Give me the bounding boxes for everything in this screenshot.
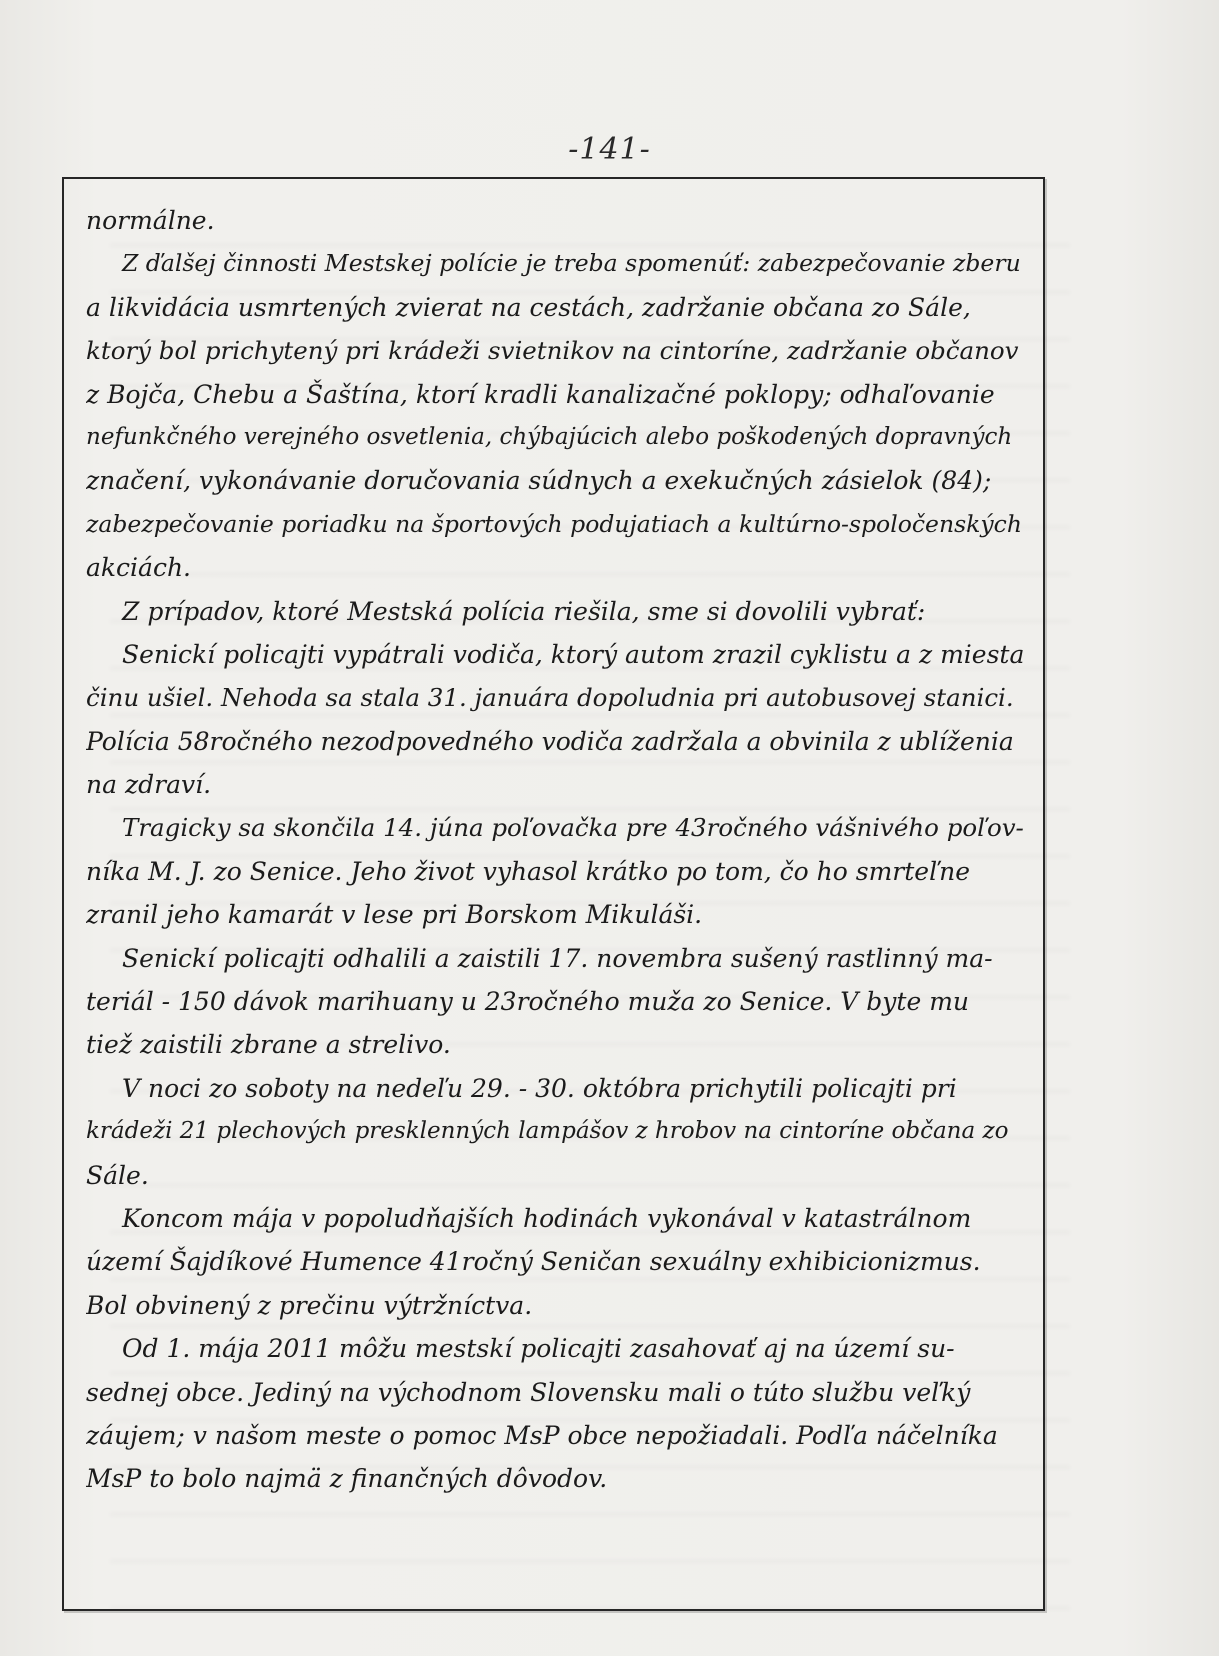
text-line: záujem; v našom meste o pomoc MsP obce nepožiadali. Podľa náčelníka (86, 1420, 998, 1450)
text-line: Sále. (86, 1160, 149, 1190)
text-line: Z ďalšej činnosti Mestskej polície je treba spomenúť: zabezpečovanie zberu (122, 249, 1021, 278)
text-line: sednej obce. Jediný na východnom Slovensku mali o túto službu veľký (86, 1377, 971, 1407)
text-line: teriál - 150 dávok marihuany u 23ročného muža zo Senice. V byte mu (86, 987, 969, 1017)
text-line: Tragicky sa skončila 14. júna poľovačka pre 43ročného vášnivého poľov- (122, 813, 1024, 843)
page-number: -141- (568, 132, 651, 167)
text-frame (62, 177, 1045, 1611)
text-line: MsP to bolo najmä z finančných dôvodov. (86, 1464, 608, 1494)
chronicle-text (86, 199, 1026, 1501)
text-line: V noci zo soboty na nedeľu 29. - 30. októbra prichytili policajti pri (122, 1073, 957, 1103)
text-line: území Šajdíkové Humence 41ročný Seničan sexuálny exhibicionizmus. (86, 1247, 981, 1277)
text-line: zranil jeho kamarát v lese pri Borskom Mikuláši. (86, 900, 703, 930)
text-line: činu ušiel. Nehoda sa stala 31. januára dopoludnia pri autobusovej stanici. (86, 683, 1014, 713)
text-line: na zdraví. (86, 770, 212, 800)
text-line: a likvidácia usmrtených zvierat na cestách, zadržanie občana zo Sále, (86, 292, 971, 322)
text-line: Polícia 58ročného nezodpovedného vodiča zadržala a obvinila z ublíženia (86, 726, 1014, 756)
text-line: nefunkčného verejného osvetlenia, chýbajúcich alebo poškodených dopravných (86, 423, 1013, 450)
text-line: tiež zaistili zbrane a strelivo. (86, 1030, 451, 1060)
text-line: Z prípadov, ktoré Mestská polícia riešila, sme si dovolili vybrať: (122, 596, 926, 626)
text-line: normálne. (86, 206, 215, 235)
text-line: Senickí policajti vypátrali vodiča, ktorý autom zrazil cyklistu a z miesta (122, 639, 1025, 669)
text-line: Bol obvinený z prečinu výtržníctva. (86, 1290, 533, 1320)
text-line: zabezpečovanie poriadku na športových podujatiach a kultúrno-spoločenských (86, 509, 1022, 538)
text-line: Senickí policajti odhalili a zaistili 17. novembra sušený rastlinný ma- (122, 943, 993, 973)
text-line: níka M. J. zo Senice. Jeho život vyhasol krátko po tom, čo ho smrteľne (86, 856, 970, 886)
text-line: Koncom mája v popoludňajších hodinách vykonával v katastrálnom (122, 1203, 972, 1233)
text-line: ktorý bol prichytený pri krádeži svietnikov na cintoríne, zadržanie občanov (86, 336, 1019, 366)
text-line: krádeži 21 plechových presklenných lampášov z hrobov na cintoríne občana zo (86, 1118, 1009, 1145)
text-line: Od 1. mája 2011 môžu mestskí policajti zasahovať aj na území su- (122, 1334, 955, 1364)
text-line: akciách. (86, 553, 192, 583)
text-line: značení, vykonávanie doručovania súdnych a exekučných zásielok (84); (86, 466, 992, 496)
text-line: z Bojča, Chebu a Šaštína, ktorí kradli kanalizačné poklopy; odhaľovanie (86, 379, 995, 409)
